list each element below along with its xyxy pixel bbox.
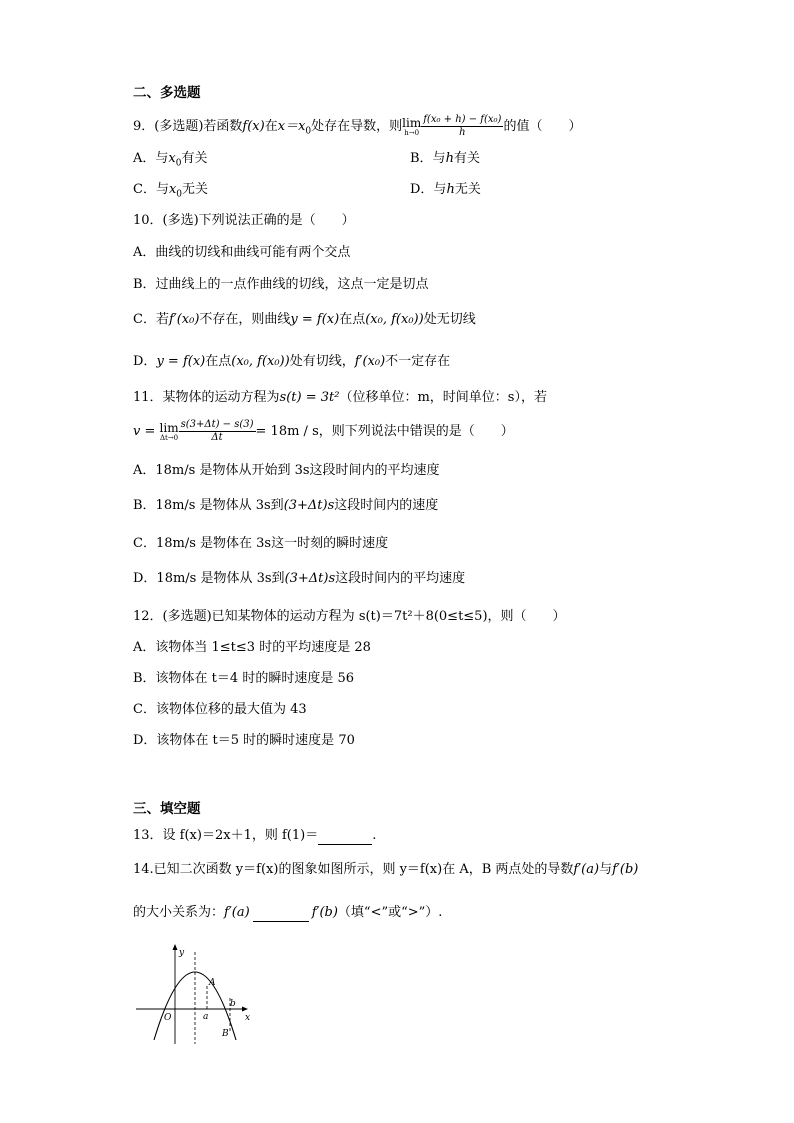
q9-a-var: x — [168, 151, 176, 166]
q11-option-c: C．18m/s 是物体在 3s这一时刻的瞬时速度 — [133, 536, 389, 551]
y-axis-label: y — [179, 948, 185, 958]
q9-stem-c: 处存在导数，则 — [311, 119, 403, 134]
q14-line2 — [133, 904, 442, 922]
q11-d-a: D．18m/s 是物体从 3s到 — [133, 571, 285, 586]
q12-option-d: D．该物体在 t＝5 时的瞬时速度是 70 — [133, 733, 355, 748]
q11-stem-b: （位移单位：m，时间单位：s），若 — [339, 390, 547, 405]
q12-option-b: B．该物体在 t＝4 时的瞬时速度是 56 — [133, 671, 354, 686]
q10-c-f2: y = f(x) — [290, 312, 340, 327]
q9-a-label: A．与 — [133, 151, 169, 166]
q11-eq-right: = 18m / s — [255, 424, 319, 439]
q9-stem-a: 9．(多选题)若函数 — [133, 119, 243, 134]
y-axis-arrow — [173, 944, 178, 950]
q9-stem-b: 在 — [264, 119, 278, 134]
q9-cond: x＝x — [277, 119, 306, 134]
x-axis-label: x — [245, 1013, 251, 1023]
q11-fraction — [179, 419, 256, 444]
q9-option-c — [133, 181, 208, 204]
q12-option-c: C．该物体位移的最大值为 43 — [133, 702, 307, 717]
section-title-multiple-choice: 二、多选题 — [133, 85, 201, 101]
q14-line1-b: 与 — [599, 862, 613, 877]
q10-stem: 10．(多选)下列说法正确的是（ ） — [133, 213, 355, 228]
q9-d-tail: 无关 — [454, 182, 481, 197]
q10-option-c — [133, 311, 476, 329]
q11-lim — [160, 422, 179, 442]
q11-option-d — [133, 570, 465, 588]
q11-stem-line1 — [133, 389, 547, 407]
q10-d-c: 处有切线， — [289, 354, 355, 369]
point-a-label: A — [209, 978, 216, 988]
q11-denominator: Δt — [211, 432, 223, 443]
q13-answer-blank[interactable] — [318, 830, 372, 845]
q11-stem-c: ，则下列说法中错误的是（ ） — [318, 424, 514, 439]
q11-b-f: (3+Δt)s — [283, 498, 335, 513]
q9-lim-text: lim — [402, 115, 422, 130]
q10-d-d: 不一定存在 — [385, 354, 451, 369]
q11-eq: s(t) = 3t² — [279, 390, 340, 405]
q9-c-sub: 0 — [176, 189, 183, 200]
q9-denominator: h — [459, 127, 466, 138]
q9-b-label: B．与 — [410, 151, 446, 166]
q14-line1-f2: f′(b) — [612, 862, 639, 877]
q13-stem-b: . — [372, 828, 377, 843]
a-tick-label: a — [203, 1012, 209, 1022]
q14-line2-b: （填“<”或“>”）. — [337, 905, 443, 920]
q9-cond-sub: 0 — [305, 126, 312, 137]
q9-lim — [402, 117, 421, 137]
q11-stem-line2 — [133, 418, 514, 446]
q11-v: v = — [133, 424, 160, 439]
point-b-label: B — [222, 1029, 229, 1039]
q10-d-a: D． — [133, 354, 157, 369]
x-axis-arrow — [242, 1007, 248, 1012]
q10-c-a: C．若 — [133, 312, 169, 327]
q9-c-tail: 无关 — [182, 182, 209, 197]
q9-d-var: h — [446, 182, 455, 197]
q9-c-label: C．与 — [133, 182, 169, 197]
q10-d-f3: f′(x₀) — [354, 354, 386, 369]
section-title-fill-in: 三、填空题 — [133, 801, 201, 817]
q9-fx: f(x) — [242, 119, 265, 134]
q9-d-label: D．与 — [410, 182, 447, 197]
origin-label: O — [164, 1013, 172, 1023]
q9-stem-d: 的值（ ） — [503, 119, 582, 134]
q11-option-a: A．18m/s 是物体从开始到 3s这段时间内的平均速度 — [133, 463, 440, 478]
q10-d-f2: (x₀, f(x₀)) — [231, 354, 290, 369]
q11-option-b — [133, 497, 438, 515]
q10-c-f1: f′(x₀) — [168, 312, 200, 327]
q13-stem-a: 13．设 f(x)＝2x＋1，则 f(1)＝ — [133, 828, 319, 843]
q11-stem-a: 11．某物体的运动方程为 — [133, 390, 280, 405]
q9-option-d — [410, 181, 481, 199]
q14-line2-f1: f′(a) — [224, 905, 250, 920]
q9-b-tail: 有关 — [453, 151, 480, 166]
q11-b-a: B．18m/s 是物体从 3s到 — [133, 498, 284, 513]
b-tick-label: b — [230, 999, 236, 1009]
q10-option-d — [133, 353, 450, 371]
q14-answer-blank[interactable] — [253, 907, 309, 922]
q14-line2-f2: f′(b) — [311, 905, 338, 920]
q10-option-a: A．曲线的切线和曲线可能有两个交点 — [133, 245, 351, 260]
q14-line1-a: 14.已知二次函数 y＝f(x)的图象如图所示，则 y＝f(x)在 A，B 两点处的导数 — [133, 862, 574, 877]
q9-fraction — [421, 114, 503, 139]
q12-option-a: A．该物体当 1≤t≤3 时的平均速度是 28 — [133, 640, 371, 655]
q13-stem — [133, 827, 376, 845]
q9-lim-sub: h→0 — [404, 128, 420, 137]
q10-c-f3: (x₀, f(x₀)) — [365, 312, 424, 327]
q14-line1-f1: f′(a) — [573, 862, 600, 877]
q9-numerator: f(x₀ + h) − f(x₀) — [423, 114, 502, 125]
q11-lim-sub: Δt→0 — [159, 433, 179, 442]
q14-line1 — [133, 861, 638, 879]
q14-line2-a: 的大小关系为： — [133, 905, 225, 920]
q11-numerator: s(3+Δt) − s(3) — [180, 419, 254, 430]
q10-c-d: 处无切线 — [423, 312, 476, 327]
q9-option-b — [410, 150, 480, 168]
q11-lim-text: lim — [159, 420, 179, 435]
q10-c-b: 不存在，则曲线 — [199, 312, 291, 327]
q10-option-b: B．过曲线上的一点作曲线的切线，这点一定是切点 — [133, 277, 429, 292]
q12-stem: 12．(多选题)已知某物体的运动方程为 s(t)＝7t²＋8(0≤t≤5)，则（ ） — [133, 609, 566, 624]
q9-a-tail: 有关 — [181, 151, 208, 166]
q9-c-var: x — [168, 182, 177, 197]
parabola-figure — [134, 942, 254, 1046]
q9-a-sub: 0 — [175, 158, 182, 169]
q9-option-a — [133, 150, 207, 173]
q10-d-b: 在点 — [205, 354, 232, 369]
q11-d-f: (3+Δt)s — [284, 571, 336, 586]
q10-d-f1: y = f(x) — [156, 354, 206, 369]
q9-stem — [133, 114, 581, 145]
q10-c-c: 在点 — [339, 312, 366, 327]
q11-b-b: 这段时间内的速度 — [334, 498, 439, 513]
q11-d-b: 这段时间内的平均速度 — [335, 571, 466, 586]
q9-b-var: h — [445, 151, 454, 166]
